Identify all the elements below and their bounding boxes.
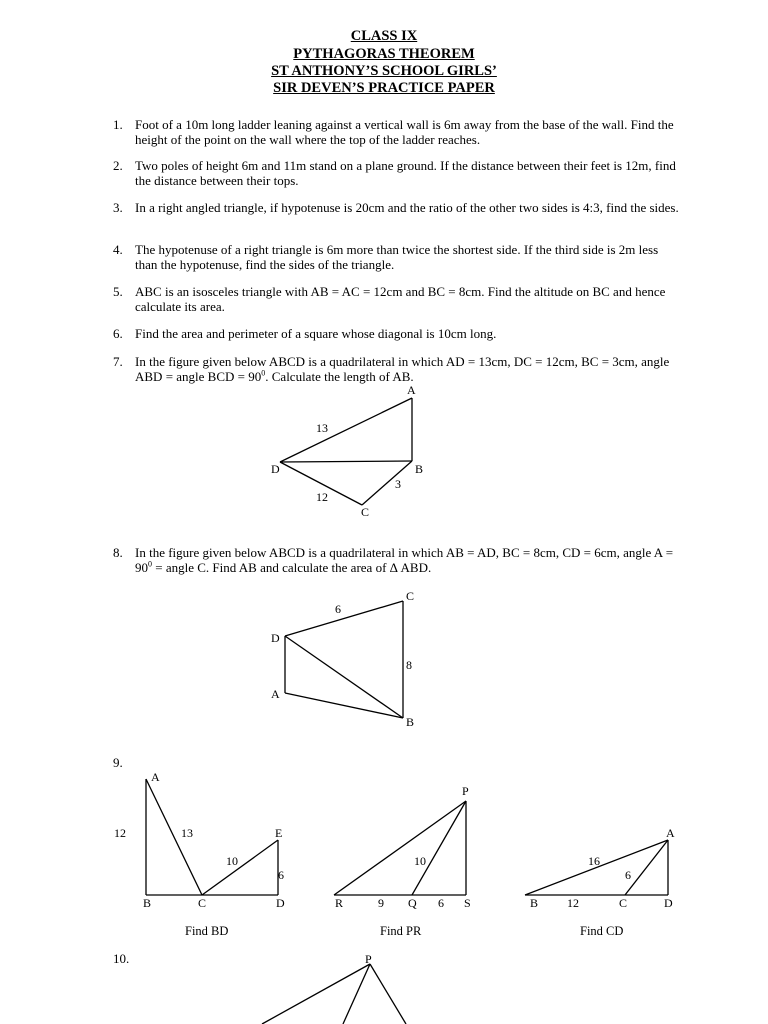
fig9c-label-b: B — [530, 896, 539, 910]
question-text: Foot of a 10m long ladder leaning against a vertical wall is 6m away from the base of the wall. Find the height of the point on the wall where the top of the ladder reaches. — [135, 117, 674, 147]
fig9b-length-rq: 9 — [378, 896, 384, 910]
title-school: ST ANTHONY’S SCHOOL GIRLS’ — [271, 63, 497, 79]
title-class: CLASS IX — [350, 28, 418, 44]
figure-9a — [146, 779, 278, 895]
figure-10 — [262, 964, 406, 1024]
fig9c-length-bc: 12 — [567, 896, 579, 910]
figure-8 — [285, 601, 403, 718]
fig9b-label-r: R — [335, 896, 344, 910]
fig8-length-dc: 6 — [335, 602, 341, 616]
fig8-label-d: D — [271, 631, 280, 645]
fig9a-label-d: D — [276, 896, 285, 910]
fig9a-caption: Find BD — [185, 924, 229, 938]
figure-9b — [334, 801, 466, 895]
title-paper: SIR DEVEN’S PRACTICE PAPER — [273, 80, 495, 96]
question-number: 1. — [113, 117, 123, 132]
question-text: In the figure given below ABCD is a quadrilateral in which AD = 13cm, DC = 12cm, BC = 3cm, angle ABD = angle BCD = $90^0$. Calculate the length of AB. — [135, 354, 670, 384]
fig7-label-b: B — [415, 462, 424, 476]
fig9a-length-ab: 12 — [114, 826, 126, 840]
fig7-length-bc: 3 — [395, 477, 401, 491]
fig9b-length-pq: 10 — [414, 854, 426, 868]
fig9b-label-s: S — [464, 896, 471, 910]
fig9a-label-b: B — [143, 896, 152, 910]
fig9c-caption: Find CD — [580, 924, 624, 938]
question-text: ABC is an isosceles triangle with AB = AC = 12cm and BC = 8cm. Find the altitude on BC and hence calculate its area. — [135, 284, 666, 314]
fig9a-length-ed: 6 — [278, 868, 284, 882]
fig9a-label-c: C — [198, 896, 207, 910]
question-number: 3. — [113, 200, 123, 215]
fig9c-label-a: A — [666, 826, 675, 840]
fig9b-label-p: P — [462, 784, 469, 798]
question-number: 8. — [113, 545, 123, 560]
question-text: In a right angled triangle, if hypotenuse is 20cm and the ratio of the other two sides is 4:3, find the sides. — [135, 200, 679, 215]
fig7-label-c: C — [361, 505, 370, 519]
fig8-label-c: C — [406, 589, 415, 603]
question-number: 10. — [113, 951, 130, 966]
fig9c-length-ab: 16 — [588, 854, 600, 868]
fig9b-label-q: Q — [408, 896, 417, 910]
question-number: 5. — [113, 284, 123, 299]
question-number: 2. — [113, 158, 123, 173]
question-number: 9. — [113, 755, 123, 770]
fig7-length-ad: 13 — [316, 421, 328, 435]
fig9c-label-d: D — [664, 896, 673, 910]
fig9a-length-ac: 13 — [181, 826, 193, 840]
figure-7 — [280, 398, 412, 505]
fig9b-length-qs: 6 — [438, 896, 444, 910]
fig8-label-b: B — [406, 715, 415, 729]
question-text: The hypotenuse of a right triangle is 6m more than twice the shortest side. If the third side is 2m less than the hypotenuse, find the sides of the triangle. — [135, 242, 659, 272]
question-number: 7. — [113, 354, 123, 369]
fig9c-label-c: C — [619, 896, 628, 910]
fig9a-label-e: E — [275, 826, 283, 840]
fig9b-caption: Find PR — [380, 924, 422, 938]
fig9a-length-ce: 10 — [226, 854, 238, 868]
fig7-label-d: D — [271, 462, 280, 476]
question-number: 4. — [113, 242, 123, 257]
fig10-label-p: P — [365, 952, 372, 966]
question-text: Two poles of height 6m and 11m stand on a plane ground. If the distance between their feet is 12m, find the distance between their tops. — [135, 158, 676, 188]
fig8-length-cb: 8 — [406, 658, 412, 672]
question-number: 6. — [113, 326, 123, 341]
fig7-length-dc: 12 — [316, 490, 328, 504]
fig9a-label-a: A — [151, 770, 160, 784]
question-text: In the figure given below ABCD is a quadrilateral in which AB = AD, BC = 8cm, CD = 6cm, angle $A = 90^0$ = angle C. Find AB and calculate the area of Δ ABD. — [135, 545, 674, 575]
fig8-label-a: A — [271, 687, 280, 701]
title-topic: PYTHAGORAS THEOREM — [293, 46, 475, 62]
question-text: Find the area and perimeter of a square whose diagonal is 10cm long. — [135, 326, 497, 341]
fig9c-length-ac: 6 — [625, 868, 631, 882]
fig7-label-a: A — [407, 383, 416, 397]
